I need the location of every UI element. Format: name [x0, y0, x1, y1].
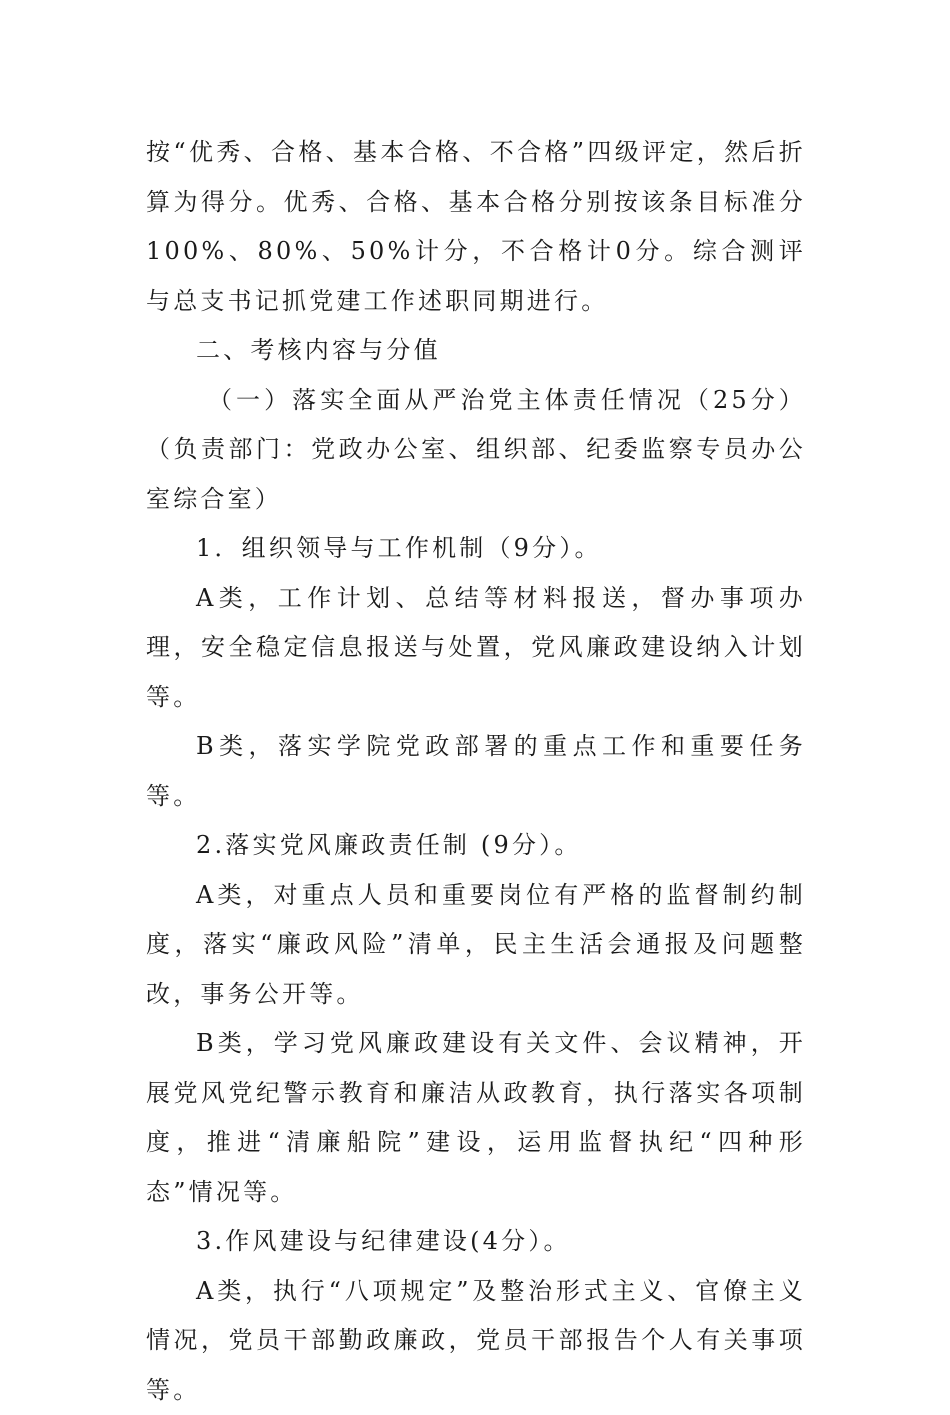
- paragraph-evaluation-method: 按“优秀、合格、基本合格、不合格”四级评定，然后折算为得分。优秀、合格、基本合格分别按该条目标准分100%、80%、50%计分，不合格计0分。综合测评与总支书记抓党建工作述职同期进行。: [146, 128, 806, 326]
- paragraph-class-b-organization: B类，落实学院党政部署的重点工作和重要任务等。: [146, 722, 806, 821]
- item-heading-organization-leadership: 1．组织领导与工作机制（9分）。: [146, 524, 806, 574]
- paragraph-class-a-organization: A类，工作计划、总结等材料报送，督办事项办理，安全稳定信息报送与处置，党风廉政建设纳入计划等。: [146, 574, 806, 723]
- document-body: [146, 128, 806, 1415]
- paragraph-class-a-integrity: A类，对重点人员和重要岗位有严格的监督制约制度，落实“廉政风险”清单，民主生活会通报及问题整改，事务公开等。: [146, 871, 806, 1020]
- subsection-heading-party-responsibility: （一）落实全面从严治党主体责任情况（25分）（负责部门：党政办公室、组织部、纪委监察专员办公室综合室）: [146, 376, 806, 525]
- paragraph-class-b-integrity: B类，学习党风廉政建设有关文件、会议精神，开展党风党纪警示教育和廉洁从政教育，执行落实各项制度，推进“清廉船院”建设，运用监督执纪“四种形态”情况等。: [146, 1019, 806, 1217]
- paragraph-class-a-conduct: A类，执行“八项规定”及整治形式主义、官僚主义情况，党员干部勤政廉政，党员干部报告个人有关事项等。: [146, 1267, 806, 1415]
- item-heading-conduct-discipline: 3.作风建设与纪律建设(4分）。: [146, 1217, 806, 1267]
- section-heading-assessment-content: 二、考核内容与分值: [146, 326, 806, 376]
- item-heading-integrity-responsibility: 2.落实党风廉政责任制 (9分）。: [146, 821, 806, 871]
